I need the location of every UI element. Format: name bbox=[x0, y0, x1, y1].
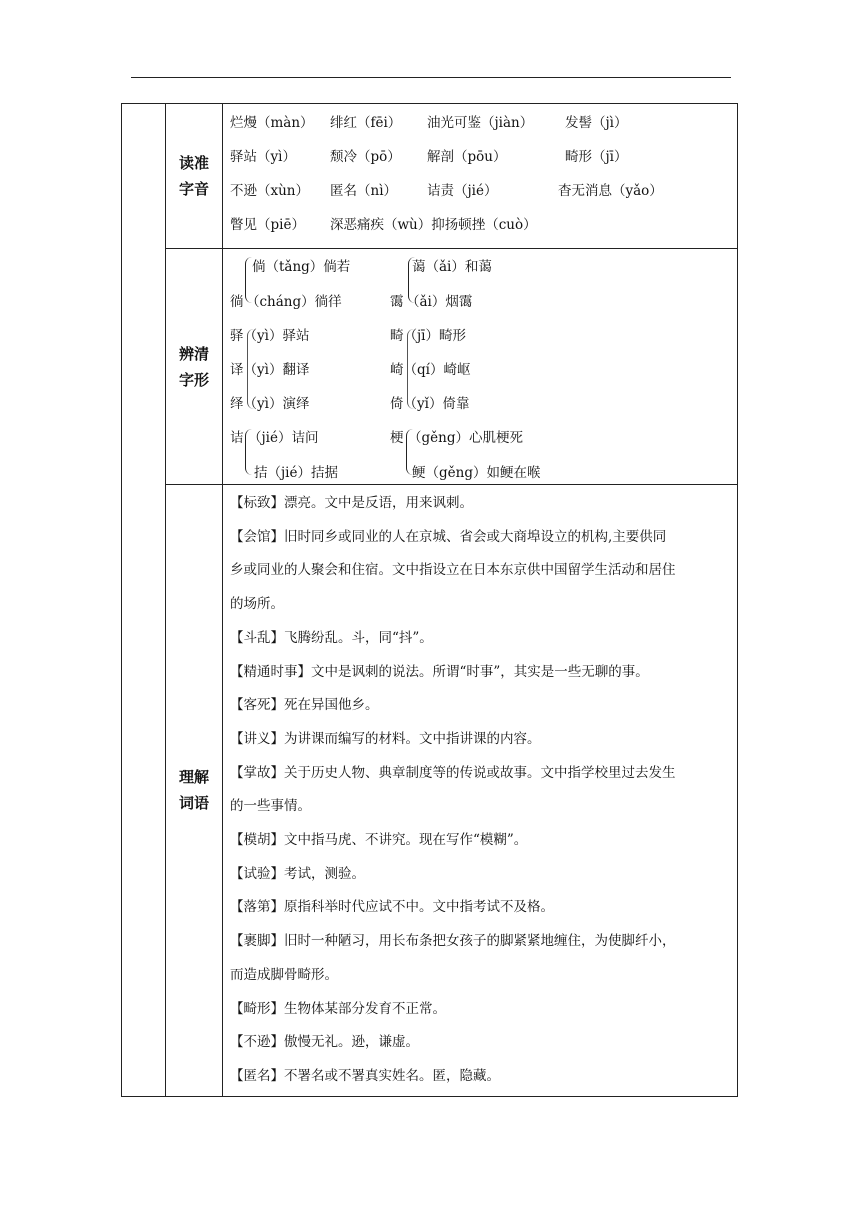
pron-item: 发髻（jì） bbox=[565, 115, 628, 131]
pronunciation-content bbox=[223, 104, 738, 249]
vocab-line: 【标致】漂亮。文中是反语，用来讽刺。 bbox=[230, 495, 473, 511]
glyph-item: 倚（yǐ）倚靠 bbox=[390, 396, 470, 412]
glyph-item: 畸（jī）畸形 bbox=[390, 328, 467, 344]
glyph-item: 倘（tǎng）倘若 bbox=[252, 259, 351, 275]
vocab-line: 【掌故】关于历史人物、典章制度等的传说或故事。文中指学校里过去发生 bbox=[230, 764, 676, 781]
section-label-vocab: 理解 词语 bbox=[166, 485, 223, 1097]
glyph-item: （cháng）徜徉 bbox=[246, 294, 342, 310]
study-table bbox=[121, 103, 738, 1097]
section-label-pronunciation: 读准 字音 bbox=[166, 104, 223, 249]
vocab-line: 【畸形】生物体某部分发育不正常。 bbox=[230, 1000, 446, 1017]
vocab-line: 【落第】原指科举时代应试不中。文中指考试不及格。 bbox=[230, 899, 554, 916]
blank-column bbox=[122, 104, 166, 1097]
pron-item: 畸形（jī） bbox=[565, 149, 628, 165]
header-rule bbox=[131, 77, 731, 78]
vocab-line: 【会馆】旧时同乡或同业的人在京城、省会或大商埠设立的机构,主要供同 bbox=[230, 528, 667, 545]
pron-item: 驿站（yì） bbox=[230, 149, 296, 165]
vocab-line: 【裹脚】旧时一种陋习，用长布条把女孩子的脚紧紧地缠住，为使脚纤小， bbox=[230, 933, 676, 950]
glyph-head: 诘 bbox=[230, 430, 244, 446]
pron-item: 绯红（fēi） bbox=[330, 115, 402, 131]
brace bbox=[247, 329, 254, 409]
pron-row bbox=[230, 210, 731, 244]
glyph-item: （jié）诘问 bbox=[248, 430, 319, 446]
pron-item: 解剖（pōu） bbox=[427, 149, 507, 165]
vocab-line: 的一些事情。 bbox=[230, 798, 311, 815]
pron-item: 匿名（nì） bbox=[330, 183, 398, 199]
glyph-item: 蔼（ǎi）和蔼 bbox=[412, 259, 492, 275]
pron-item: 瞥见（piē） bbox=[230, 217, 305, 233]
pron-item: 烂熳（màn） bbox=[230, 115, 314, 131]
vocab-line: 的场所。 bbox=[230, 596, 284, 613]
glyph-item: （ǎi）烟霭 bbox=[406, 294, 473, 310]
glyph-groups bbox=[230, 253, 731, 481]
pron-item: 颓冷（pō） bbox=[330, 149, 401, 165]
glyph-item: 绎（yì）演绎 bbox=[230, 396, 310, 412]
glyph-item: 崎（qí）崎岖 bbox=[390, 362, 471, 378]
glyph-item: 译（yì）翻译 bbox=[230, 362, 310, 378]
glyph-item: 拮（jié）拮据 bbox=[254, 465, 338, 481]
pron-item: 不逊（xùn） bbox=[230, 183, 310, 199]
pron-item: 诘责（jié） bbox=[427, 183, 498, 199]
pron-row bbox=[230, 108, 731, 142]
glyph-item: 鲠（gěng）如鲠在喉 bbox=[412, 465, 541, 481]
vocab-line: 【不逊】傲慢无礼。逊，谦虚。 bbox=[230, 1034, 419, 1051]
vocab-line: 【匿名】不署名或不署真实姓名。匿，隐藏。 bbox=[230, 1067, 500, 1084]
pron-item: 深恶痛疾（wù）抑扬顿挫（cuò） bbox=[330, 217, 537, 233]
glyph-head: 徜 bbox=[230, 294, 244, 310]
vocab-line: 【讲义】为讲课而编写的材料。文中指讲课的内容。 bbox=[230, 730, 541, 747]
vocab-line: 乡或同业的人聚会和住宿。文中指设立在日本东京供中国留学生活动和居住 bbox=[230, 562, 676, 579]
vocab-content bbox=[223, 485, 738, 1097]
vocab-line: 【斗乱】飞腾纷乱。斗，同“抖”。 bbox=[230, 629, 433, 646]
glyph-content bbox=[223, 249, 738, 485]
glyph-item: 驿（yì）驿站 bbox=[230, 328, 310, 344]
vocab-line: 【客死】死在异国他乡。 bbox=[230, 697, 379, 714]
vocab-line: 而造成脚骨畸形。 bbox=[230, 966, 338, 983]
vocab-line: 【模胡】文中指马虎、不讲究。现在写作“模糊”。 bbox=[230, 832, 528, 849]
glyph-item: （gěng）心肌梗死 bbox=[408, 430, 523, 446]
vocab-line: 【精通时事】文中是讽刺的说法。所谓“时事”，其实是一些无聊的事。 bbox=[230, 663, 649, 680]
section-label-glyphs: 辨清 字形 bbox=[166, 249, 223, 485]
pron-item: 油光可鉴（jiàn） bbox=[427, 115, 534, 131]
glyph-head: 梗 bbox=[390, 430, 404, 446]
pron-row bbox=[230, 176, 731, 210]
brace bbox=[407, 329, 414, 409]
pron-item: 杳无消息（yǎo） bbox=[558, 183, 663, 199]
vocab-line: 【试验】考试，测验。 bbox=[230, 865, 365, 882]
pron-row bbox=[230, 142, 731, 176]
glyph-head: 霭 bbox=[390, 294, 404, 310]
